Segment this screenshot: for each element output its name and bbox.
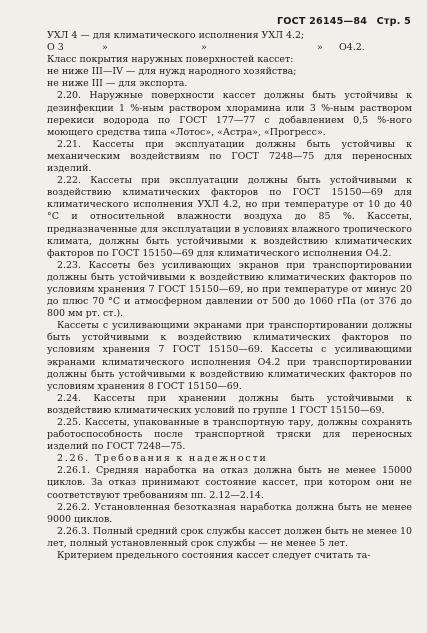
climate-code-o42: О4.2.: [339, 42, 365, 54]
paragraph-2-23: 2.23. Кассеты без усиливающих экранов при транспортировании должны быть устойчивыми к воздействию климатических факторов по условиям хранения 7 ГОСТ 15150—69, но при температуре от минус 20 до плюс 70 °С и атмосферном давлении от 500 до 1060 гПа (от 376 до 800 мм рт. ст.).: [47, 259, 412, 320]
climate-line-o3: [47, 42, 412, 54]
paragraph-2-25: 2.25. Кассеты, упакованные в транспортную тару, должны сохранять работоспособность после транспортной тряски для переносных изделий по ГОСТ 7248—75.: [47, 417, 412, 453]
paragraph-2-21: 2.21. Кассеты при эксплуатации должны быть устойчивы к механическим воздействиям по ГОСТ 7248—75 для переносных изделий.: [47, 138, 412, 175]
page-label: Стр.: [376, 16, 401, 27]
page-header: [277, 16, 411, 27]
paragraph-2-26-3: 2.26.3. Полный средний срок службы кассет должен быть не менее 10 лет, полный установленный срок службы — не менее 5 лет.: [47, 525, 412, 549]
paragraph-2-26-heading: 2.26. Требования к надежности: [57, 453, 268, 465]
paragraph-2-22: 2.22. Кассеты при эксплуатации должны быть устойчивыми к воздействию климатических факторов по ГОСТ 15150—69 для климатического исполнения УХЛ 4.2, но при температуре от 10 до 40 °С и относительной влажности воздуха до 85 %. Кассеты, предназначенные для эксплуатации в условиях влажного тропического климата, должны быть устойчивыми к воздействию климатических факторов по ГОСТ 15150—69 для климатического исполнения О4.2.: [47, 175, 412, 259]
ditto-mark: »: [201, 42, 207, 54]
paragraph-criteria: Критерием предельного состояния кассет следует считать та-: [57, 550, 371, 562]
climate-code: О 3: [47, 42, 64, 54]
paragraph-2-26-2: 2.26.2. Установленная безотказная наработка должна быть не менее 9000 циклов.: [47, 501, 412, 525]
coating-export-line: не ниже III — для экспорта.: [47, 78, 188, 90]
coating-class-line: Класс покрытия наружных поверхностей кассет:: [47, 54, 294, 66]
coating-national-line: не ниже III—IV — для нужд народного хозяйства;: [47, 66, 297, 78]
page-number: 5: [404, 16, 411, 27]
ditto-mark: »: [317, 42, 323, 54]
paragraph-2-24: 2.24. Кассеты при хранении должны быть устойчивыми к воздействию климатических условий по группе 1 ГОСТ 15150—69.: [47, 392, 412, 416]
paragraph-screens: Кассеты с усиливающими экранами при транспортировании должны быть устойчивыми к воздействию климатических факторов по условиям хранения 7 ГОСТ 15150—69. Кассеты с усиливающими экранами климатического исполнения О4.2 при транспортировании должны быть устойчивыми к воздействию климатических факторов по условиям хранения 8 ГОСТ 15150—69.: [47, 320, 412, 392]
paragraph-2-20: 2.20. Наружные поверхности кассет должны быть устойчивы к дезинфекции 1 %-ным раствором хлорамина или 3 %-ным раствором перекиси водорода по ГОСТ 177—77 с добавлением 0,5 %-ного моющего средства типа «Лотос», «Астра», «Прогресс».: [47, 90, 412, 138]
ditto-mark: »: [102, 42, 108, 54]
document-body: [47, 30, 412, 562]
standard-number: ГОСТ 26145—84: [276, 16, 368, 27]
climate-line-uhl: УХЛ 4 — для климатического исполнения УХЛ 4.2;: [47, 30, 305, 41]
paragraph-2-26-1: 2.26.1. Средняя наработка на отказ должна быть не менее 15000 циклов. За отказ принимают состояние кассет, при котором они не соответствуют требованиям пп. 2.12—2.14.: [47, 465, 412, 501]
